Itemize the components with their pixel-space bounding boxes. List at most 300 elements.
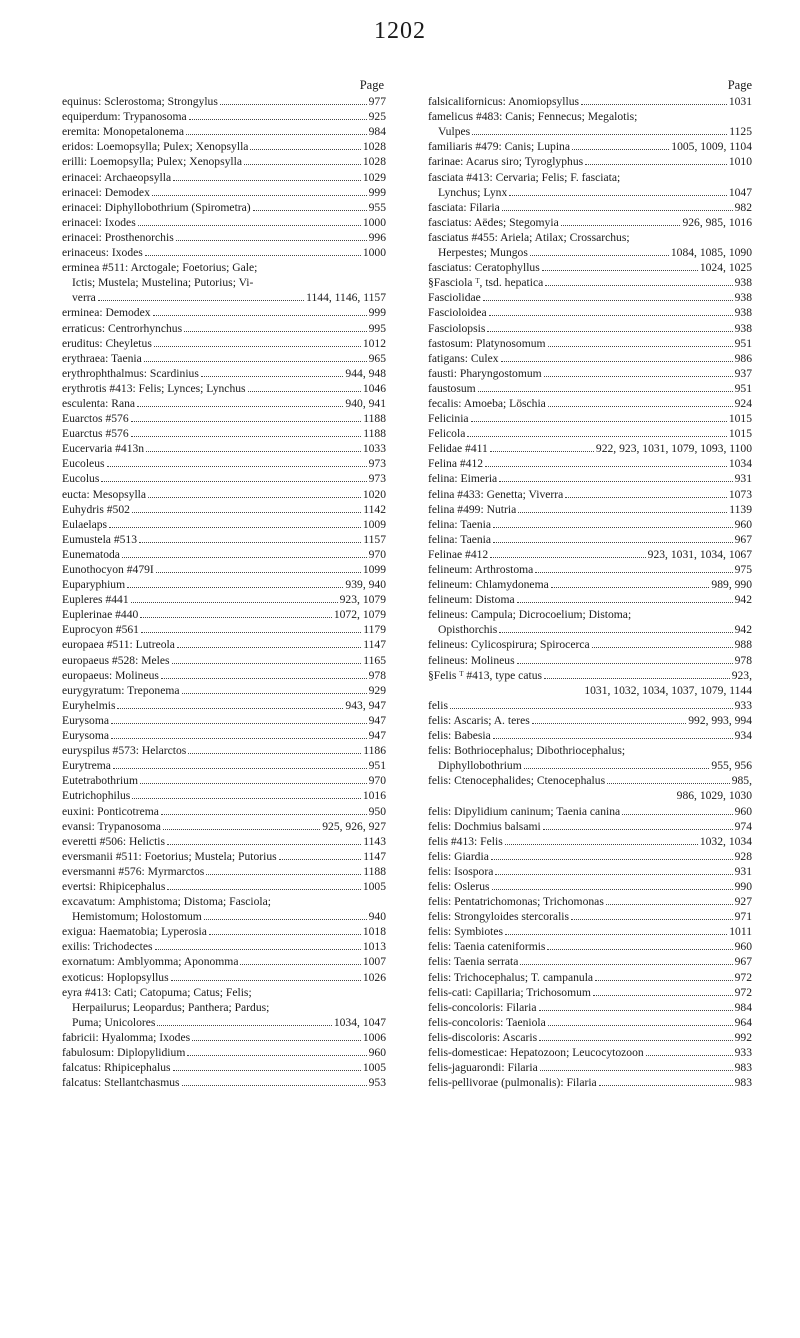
- index-entry-pages: 955: [368, 200, 386, 214]
- dot-leader: [189, 119, 367, 120]
- dot-leader: [490, 451, 594, 452]
- index-entry-pages: 1139: [729, 502, 752, 516]
- index-entry-term: Eurysoma: [62, 729, 110, 743]
- index-entry-pages: 1188: [363, 412, 386, 426]
- index-entry-pages: 953: [368, 1076, 386, 1090]
- index-entry: [62, 456, 386, 471]
- dot-leader: [122, 557, 367, 558]
- index-entry: [428, 924, 752, 939]
- index-entry-term: exoticus: Hoplopsyllus: [62, 970, 169, 984]
- dot-leader: [517, 602, 733, 603]
- index-entry: [428, 743, 752, 758]
- index-entry: [62, 758, 386, 773]
- index-entry: [428, 1015, 752, 1030]
- index-entry: [428, 1060, 752, 1075]
- index-entry-term: felina: Taenia: [428, 517, 492, 531]
- index-entry-pages: 1099: [362, 563, 386, 576]
- index-entry-term: eremita: Monopetalonema: [62, 125, 185, 139]
- index-entry: [62, 954, 386, 969]
- index-entry-pages: 984: [734, 1000, 752, 1014]
- dot-leader: [127, 587, 343, 588]
- index-entry-term: felineus: Cylicospirura; Spirocerca: [428, 638, 590, 652]
- index-entry-term: fabricii: Hyalomma; Ixodes: [62, 1030, 191, 1044]
- dot-leader: [173, 1070, 361, 1071]
- index-entry-pages: 971: [734, 910, 752, 924]
- index-entry: [62, 336, 386, 351]
- index-entry-term: Herpestes; Mungos: [438, 246, 528, 260]
- dot-leader: [173, 180, 361, 181]
- index-entry-term: erythraea: Taenia: [62, 351, 142, 365]
- index-entry-term: exornatum: Amblyomma; Aponomma: [62, 955, 239, 969]
- index-entry-pages: 999: [368, 185, 386, 199]
- dot-leader: [138, 225, 361, 226]
- dot-leader: [131, 421, 362, 422]
- index-entry-term: Eucoleus: [62, 457, 105, 471]
- index-entry-term: felineum: Chlamydonema: [428, 578, 549, 592]
- index-entry-pages: 1009: [362, 517, 386, 531]
- index-entry-term: Euarctus #576: [62, 427, 129, 441]
- index-entry: [428, 728, 752, 743]
- index-entry-pages: 947: [368, 713, 386, 727]
- index-entry-term: equiperdum: Trypanosoma: [62, 110, 187, 124]
- index-entry-term: erraticus: Centrorhynchus: [62, 321, 183, 335]
- index-entry-term: Eurysoma: [62, 713, 110, 727]
- index-entry: [428, 1000, 752, 1015]
- index-entry-term: felis: Dochmius balsami: [428, 819, 541, 833]
- index-entry: [428, 668, 752, 683]
- index-entry: [428, 396, 752, 411]
- index-entry-term: euryspilus #573: Helarctos: [62, 744, 187, 758]
- dot-leader: [606, 904, 733, 905]
- index-entry-term: felis: Pentatrichomonas; Trichomonas: [428, 895, 604, 909]
- dot-leader: [171, 980, 361, 981]
- index-entry: [62, 909, 386, 924]
- dot-leader: [139, 542, 361, 543]
- index-entry-pages: 1007: [362, 955, 386, 969]
- index-entry-term: fasciatus: Ceratophyllus: [428, 261, 540, 275]
- index-entry-term: Eutetrabothrium: [62, 774, 138, 788]
- index-entry: [62, 607, 386, 622]
- index-entry-pages: 986: [734, 351, 752, 365]
- index-entry-term: felineus: Campula; Dicrocoelium; Distoma;: [428, 608, 632, 622]
- index-entry-pages: 1073: [728, 487, 752, 501]
- index-entry-pages: 951: [368, 759, 386, 773]
- dot-leader: [505, 844, 698, 845]
- index-entry-term: Fasciolidae: [428, 291, 481, 305]
- dot-leader: [132, 798, 361, 799]
- dot-leader: [154, 346, 361, 347]
- index-entry: [62, 426, 386, 441]
- index-entry: [62, 698, 386, 713]
- index-entry: [428, 109, 752, 124]
- dot-leader: [581, 104, 727, 105]
- index-entry-term: Eurytrema: [62, 759, 111, 773]
- index-entry-pages: 999: [368, 306, 386, 320]
- index-entry-term: felis: [428, 698, 448, 712]
- dot-leader: [161, 678, 367, 679]
- index-column-right: [428, 78, 752, 1090]
- index-entry-term: Euryhelmis: [62, 698, 116, 712]
- dot-leader: [148, 497, 361, 498]
- dot-leader: [539, 1010, 733, 1011]
- dot-leader: [177, 647, 361, 648]
- index-entry: [62, 894, 386, 909]
- index-entry-pages: 926, 985, 1016: [682, 215, 752, 229]
- index-entry-term: exigua: Haematobia; Lyperosia: [62, 925, 207, 939]
- index-entry: [428, 713, 752, 728]
- index-entry: [428, 456, 752, 471]
- index-entry: [62, 849, 386, 864]
- index-entry: [62, 577, 386, 592]
- dot-leader: [565, 497, 727, 498]
- index-entry: [428, 411, 752, 426]
- dot-leader: [532, 723, 686, 724]
- index-entry-term: Diphyllobothrium: [438, 759, 522, 773]
- index-entry-pages: 1006: [362, 1030, 386, 1044]
- index-entry: [62, 1060, 386, 1075]
- dot-leader: [186, 134, 367, 135]
- index-entry-pages: 938: [734, 291, 752, 305]
- index-entry-term: felis: Dipylidium caninum; Taenia canina: [428, 804, 621, 818]
- index-entry: [62, 970, 386, 985]
- index-entry-term: eversmanni #576: Myrmarctos: [62, 864, 205, 878]
- index-entry-term: fasciata #413: Cervaria; Felis; F. fasciata;: [428, 170, 621, 184]
- index-entry: [428, 321, 752, 336]
- index-entry-term: fabulosum: Diplopylidium: [62, 1046, 186, 1059]
- index-entry-pages: 983: [734, 1076, 752, 1090]
- index-entry: [62, 728, 386, 743]
- dot-leader: [540, 1070, 733, 1071]
- index-entry-term: felis-domesticae: Hepatozoon; Leucocytozoon: [428, 1046, 644, 1059]
- dot-leader: [490, 557, 645, 558]
- dot-leader: [499, 481, 732, 482]
- index-entry-pages: 1179: [363, 623, 386, 637]
- page-number: 1202: [374, 18, 426, 44]
- dot-leader: [517, 663, 733, 664]
- index-entry: [62, 366, 386, 381]
- index-entry: [428, 124, 752, 139]
- dot-leader: [622, 814, 732, 815]
- index-entry-pages: 990: [734, 879, 752, 893]
- index-entry: [428, 336, 752, 351]
- index-entry-pages: 967: [734, 955, 752, 969]
- index-entry: [428, 245, 752, 260]
- index-entry-term: erinacei: Prosthenorchis: [62, 230, 174, 244]
- index-entry: [62, 879, 386, 894]
- index-entry-term: felis-discoloris: Ascaris: [428, 1030, 538, 1044]
- index-entry: [428, 517, 752, 532]
- index-entry-term: Puma; Unicolores: [72, 1015, 156, 1029]
- dot-leader: [201, 376, 344, 377]
- index-entry: [62, 502, 386, 517]
- index-entry-term: Eunothocyon #479I: [62, 563, 154, 576]
- index-entry-pages: 1147: [363, 849, 386, 863]
- index-entry: [428, 894, 752, 909]
- dot-leader: [544, 678, 730, 679]
- index-entry: [62, 321, 386, 336]
- index-entry-term: falcatus: Stellantchasmus: [62, 1076, 180, 1090]
- index-entry-pages: 1084, 1085, 1090: [670, 246, 752, 260]
- index-entry-pages: 984: [368, 125, 386, 139]
- index-entry: [428, 577, 752, 592]
- dot-leader: [167, 889, 360, 890]
- index-entry: [62, 924, 386, 939]
- index-entry-pages: 942: [734, 593, 752, 607]
- index-entry: [428, 683, 752, 698]
- index-entry: [428, 637, 752, 652]
- dot-leader: [248, 391, 361, 392]
- index-entry-term: §Felis ᵀ #413, type catus: [428, 668, 543, 682]
- index-entry-term: felis: Babesia: [428, 729, 491, 743]
- index-entry: [428, 502, 752, 517]
- index-entry-term: §Fasciola ᵀ, tsd. hepatica: [428, 276, 544, 290]
- index-entry-pages: 1143: [363, 834, 386, 848]
- index-entry: [428, 909, 752, 924]
- index-entry-pages: 985,: [731, 774, 752, 788]
- index-entry-pages: 938: [734, 321, 752, 335]
- index-entry-pages: 988: [734, 638, 752, 652]
- index-entry: [62, 139, 386, 154]
- index-entry-term: esculenta: Rana: [62, 396, 136, 410]
- dot-leader: [131, 602, 338, 603]
- index-entry-term: felis: Strongyloides stercoralis: [428, 910, 570, 924]
- index-entry-pages: 1142: [363, 502, 386, 516]
- index-entry: [62, 411, 386, 426]
- index-entry: [62, 637, 386, 652]
- index-entry-pages: 934: [734, 729, 752, 743]
- index-entry: [428, 94, 752, 109]
- dot-leader: [157, 1025, 331, 1026]
- dot-leader: [593, 995, 733, 996]
- index-entry-term: familiaris #479: Canis; Lupina: [428, 140, 571, 154]
- index-entry-pages: 1034, 1047: [333, 1015, 386, 1029]
- index-entry-term: evertsi: Rhipicephalus: [62, 879, 166, 893]
- index-entry-pages: 951: [734, 336, 752, 350]
- dot-leader: [599, 1085, 733, 1086]
- index-entry: [428, 532, 752, 547]
- dot-leader: [505, 934, 727, 935]
- dot-leader: [184, 331, 367, 332]
- index-entry-term: felis-concoloris: Filaria: [428, 1000, 537, 1014]
- index-entry-pages: 960: [368, 1046, 386, 1059]
- index-entry-pages: 1188: [363, 864, 386, 878]
- index-entry-pages: 965: [368, 351, 386, 365]
- index-entry-pages: 1010: [728, 155, 752, 169]
- index-entry-term: Eucolus: [62, 472, 100, 486]
- index-entry: [62, 215, 386, 230]
- index-entry: [428, 366, 752, 381]
- index-entry: [428, 562, 752, 577]
- index-entry-pages: 933: [734, 1046, 752, 1059]
- index-entry-pages: 1188: [363, 427, 386, 441]
- index-entry-term: erinacei: Demodex: [62, 185, 150, 199]
- index-entry-pages: 955, 956: [711, 759, 752, 773]
- index-entry: [62, 834, 386, 849]
- index-entry-pages: 967: [734, 532, 752, 546]
- index-entry-term: eyra #413: Cati; Catopuma; Catus; Felis;: [62, 985, 252, 999]
- index-entry-term: felina #499: Nutria: [428, 502, 517, 516]
- index-entry-pages: 1147: [363, 638, 386, 652]
- index-entry: [428, 758, 752, 773]
- index-entry-term: europaeus: Molineus: [62, 668, 159, 682]
- index-entry: [428, 290, 752, 305]
- index-entry: [62, 819, 386, 834]
- dot-leader: [450, 708, 733, 709]
- index-entry-term: fasciata: Filaria: [428, 200, 500, 214]
- index-entry-pages: 973: [368, 472, 386, 486]
- index-entry-term: erminea #511: Arctogale; Foetorius; Gale;: [62, 261, 258, 275]
- index-entry-term: erinacei: Diphyllobothrium (Spirometra): [62, 200, 251, 214]
- dot-leader: [487, 331, 732, 332]
- dot-leader: [131, 436, 362, 437]
- index-entry-pages: 1028: [362, 155, 386, 169]
- dot-leader: [495, 874, 732, 875]
- index-entry-pages: 1016: [362, 789, 386, 803]
- index-entry: [62, 939, 386, 954]
- dot-leader: [141, 632, 361, 633]
- index-entry-pages: 1020: [362, 487, 386, 501]
- dot-leader: [595, 980, 733, 981]
- index-entry: [62, 1000, 386, 1015]
- index-entry-term: equinus: Sclerostoma; Strongylus: [62, 95, 218, 109]
- dot-leader: [240, 964, 360, 965]
- dot-leader: [478, 391, 733, 392]
- dot-leader: [492, 889, 733, 890]
- index-entry-term: fatigans: Culex: [428, 351, 499, 365]
- index-entry-term: felineum: Distoma: [428, 593, 515, 607]
- index-entry-pages: 978: [368, 668, 386, 682]
- index-entry-pages: 931: [734, 864, 752, 878]
- index-entry-pages: 1186: [363, 744, 386, 758]
- index-entry-term: Euarctos #576: [62, 412, 129, 426]
- index-entry: [62, 773, 386, 788]
- index-entry-pages: 950: [368, 804, 386, 818]
- index-entry-term: erilli: Loemopsylla; Pulex; Xenopsylla: [62, 155, 242, 169]
- dot-leader: [483, 300, 733, 301]
- index-entry: [62, 683, 386, 698]
- index-entry: [62, 290, 386, 305]
- index-entry-pages: 970: [368, 774, 386, 788]
- index-entry-term: Eumustela #513: [62, 532, 138, 546]
- index-entry-pages: 940, 941: [345, 396, 386, 410]
- dot-leader: [279, 859, 362, 860]
- dot-leader: [188, 753, 361, 754]
- index-entry-pages: 1047: [728, 185, 752, 199]
- index-entry-term: felis: Ctenocephalides; Ctenocephalus: [428, 774, 606, 788]
- index-entry: [62, 788, 386, 803]
- index-entry: [428, 804, 752, 819]
- index-entry-pages: 960: [734, 804, 752, 818]
- index-entry-term: Felicinia: [428, 412, 469, 426]
- index-entry-term: faustosum: [428, 381, 476, 395]
- index-entry-term: Euparyphium: [62, 578, 126, 592]
- index-entry-term: felis-pellivorae (pulmonalis): Filaria: [428, 1076, 597, 1090]
- dot-leader: [499, 632, 732, 633]
- index-entry-pages: 1046: [362, 381, 386, 395]
- column-header-page: Page: [359, 78, 384, 92]
- index-entry-pages: 933: [734, 698, 752, 712]
- index-entry-term: Eupleres #441: [62, 593, 129, 607]
- index-entry: [428, 607, 752, 622]
- index-entry-term: fausti: Pharyngostomum: [428, 366, 542, 380]
- index-entry-pages: 925, 926, 927: [322, 819, 386, 833]
- dot-leader: [182, 693, 367, 694]
- index-entry-term: Euhydris #502: [62, 502, 130, 516]
- index-entry: [428, 487, 752, 502]
- index-entry: [62, 471, 386, 486]
- index-entry-pages: 996: [368, 230, 386, 244]
- dot-leader: [107, 466, 367, 467]
- index-entry-term: fastosum: Platynosomum: [428, 336, 546, 350]
- index-entry-pages: 951: [734, 381, 752, 395]
- dot-leader: [509, 195, 727, 196]
- index-entry-pages: 1011: [729, 925, 752, 939]
- index-entry: [428, 139, 752, 154]
- index-entry-term: Herpailurus; Leopardus; Panthera; Pardus;: [72, 1000, 270, 1014]
- index-entry-pages: 983: [734, 1061, 752, 1075]
- index-entry-pages: 1033: [362, 442, 386, 456]
- dot-leader: [146, 451, 361, 452]
- index-entry-term: falcatus: Rhipicephalus: [62, 1061, 171, 1075]
- index-entry-term: eucta: Mesopsylla: [62, 487, 147, 501]
- index-entry-pages: 1015: [728, 412, 752, 426]
- dot-leader: [592, 647, 733, 648]
- index-entry-pages: 931: [734, 472, 752, 486]
- index-entry-term: Felidae #411: [428, 442, 488, 456]
- index-entry-term: everetti #506: Helictis: [62, 834, 166, 848]
- index-entry-term: Hemistomum; Holostomum: [72, 910, 202, 924]
- index-entry: [62, 1015, 386, 1030]
- index-entries-right: [428, 94, 752, 1090]
- index-entry: [62, 351, 386, 366]
- index-entry: [62, 185, 386, 200]
- index-entry-pages: 1005: [362, 879, 386, 893]
- dot-leader: [140, 617, 332, 618]
- dot-leader: [485, 466, 727, 467]
- index-entry-term: felis: Giardia: [428, 849, 489, 863]
- index-entry-pages: 947: [368, 729, 386, 743]
- index-entry-pages: 929: [368, 683, 386, 697]
- index-entry: [428, 200, 752, 215]
- index-entry: [62, 1030, 386, 1045]
- index-entry: [428, 1045, 752, 1060]
- index-entry-term: felina: Eimeria: [428, 472, 498, 486]
- dot-leader: [187, 1055, 366, 1056]
- dot-leader: [153, 315, 367, 316]
- index-entry: [62, 804, 386, 819]
- index-entry-term: eversmanii #511: Foetorius; Mustela; Putorius: [62, 849, 277, 863]
- index-entry-pages: 940: [368, 910, 386, 924]
- index-entry-pages: 923, 1079: [339, 593, 386, 607]
- index-entry-term: felis-cati: Capillaria; Trichosomum: [428, 985, 591, 999]
- index-entry-term: felis: Ascaris; A. teres: [428, 713, 530, 727]
- index-entry: [428, 592, 752, 607]
- dot-leader: [547, 949, 732, 950]
- index-entry-pages: 927: [734, 895, 752, 909]
- index-entry: [62, 260, 386, 275]
- index-entry: [428, 215, 752, 230]
- index-entry-pages: 1013: [362, 940, 386, 954]
- index-entry-pages: 944, 948: [345, 366, 386, 380]
- index-entry-pages: 1034: [728, 457, 752, 471]
- index-entry-term: felis: Taenia serrata: [428, 955, 519, 969]
- dot-leader: [539, 1040, 732, 1041]
- index-entry-pages: 938: [734, 306, 752, 320]
- index-entry: [428, 773, 752, 788]
- index-entry: [62, 275, 386, 290]
- index-entry-pages: 1072, 1079: [333, 608, 386, 622]
- index-entry: [428, 154, 752, 169]
